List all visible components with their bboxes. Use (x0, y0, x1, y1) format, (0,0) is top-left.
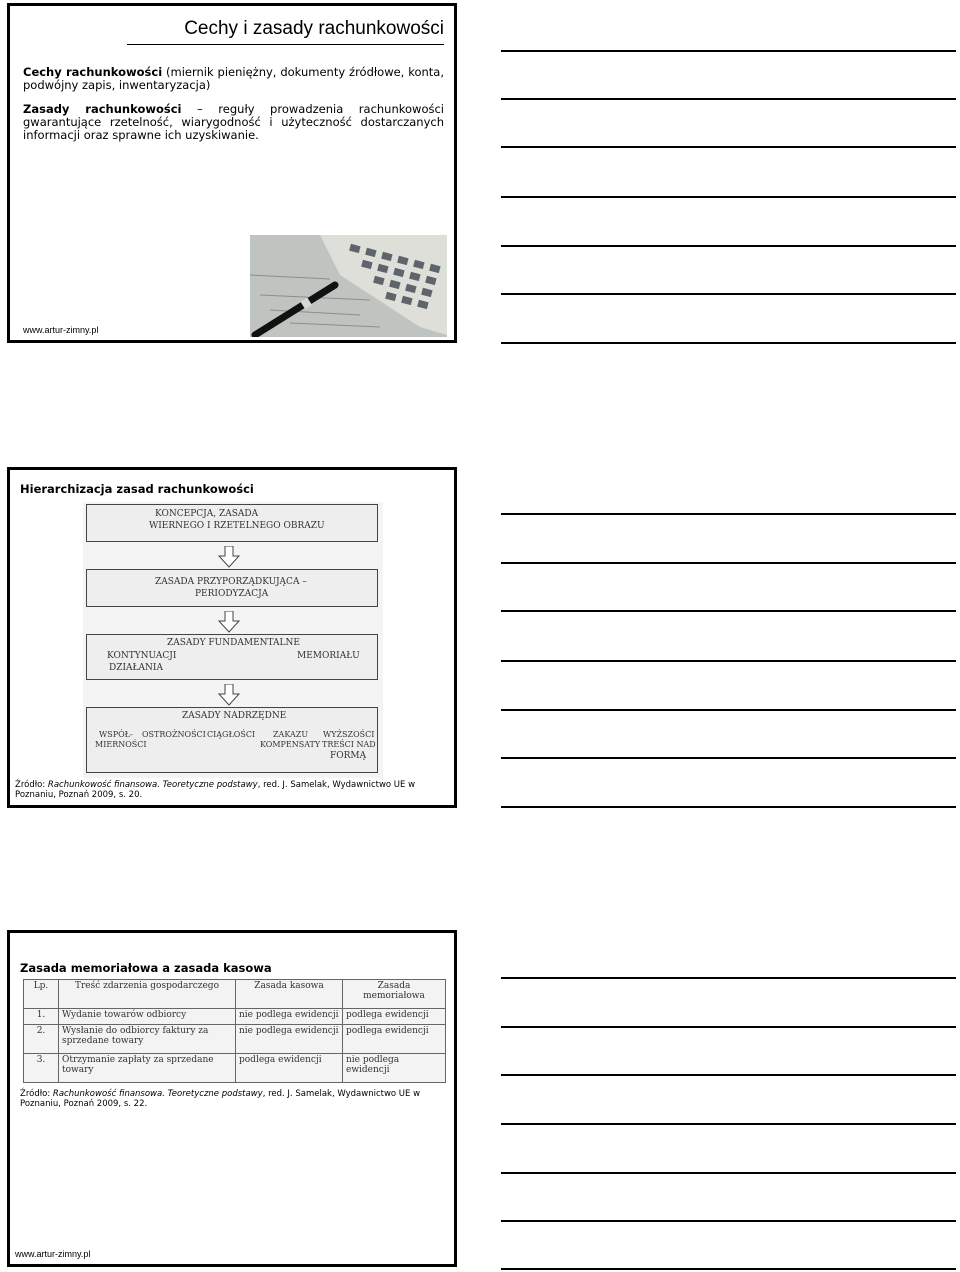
term-zasady: Zasady rachunkowości (23, 102, 182, 116)
hierarchy-diagram (83, 502, 383, 778)
cell-kasowa: nie podlega ewidencji (236, 1008, 343, 1024)
source-title: Rachunkowość finansowa. Teoretyczne podstawy (52, 1089, 263, 1099)
item-zakazu-2: KOMPENSATY (260, 740, 321, 749)
cell-kasowa: nie podlega ewidencji (236, 1025, 343, 1054)
box4-head: ZASADY NADRZĘDNE (182, 711, 287, 721)
paragraph-zasady (23, 103, 444, 142)
slide-title: Hierarchizacja zasad rachunkowości (20, 482, 254, 496)
table-row (24, 1008, 446, 1024)
col-header-memorialowa: Zasada memoriałowa (343, 980, 446, 1009)
zasady-text: – reguły prowadzenia rachunkowości gwarantujące rzetelność, wiarygodność i użyteczność dostarczanych informacji oraz sprawne ich uzyskiwanie. (23, 102, 444, 142)
cell-kasowa: podlega ewidencji (236, 1054, 343, 1083)
cechy-text: (miernik pieniężny, dokumenty źródłowe, konta, podwójny zapis, inwentaryzacja) (23, 65, 444, 92)
source-details: , red. J. Samelak, Wydawnictwo UE w Poznaniu, Poznań 2009, s. 22. (20, 1089, 421, 1109)
item-wyzszosci-3: FORMĄ (330, 751, 367, 761)
source-note (15, 780, 446, 800)
arrow-down-icon (218, 611, 240, 633)
cell-memorialowa: nie podlega ewidencji (343, 1054, 446, 1083)
table-row (24, 1025, 446, 1054)
arrow-down-icon (218, 546, 240, 568)
item-wspolmiernosci-1: WSPÓŁ- (99, 730, 133, 739)
box1-line2: WIERNEGO I RZETELNEGO OBRAZU (149, 521, 325, 531)
box3-right: MEMORIAŁU (297, 651, 360, 661)
box-fundamentalne (86, 634, 378, 680)
slide-title: Zasada memoriałowa a zasada kasowa (20, 961, 272, 975)
cell-memorialowa: podlega ewidencji (343, 1008, 446, 1024)
source-title: Rachunkowość finansowa. Teoretyczne podstawy (47, 780, 258, 790)
item-wspolmiernosci-2: MIERNOŚCI (95, 740, 147, 749)
source-prefix: Źródło: (20, 1089, 53, 1099)
item-zakazu-1: ZAKAZU (273, 730, 309, 739)
cell-memorialowa: podlega ewidencji (343, 1025, 446, 1054)
col-header-lp: Lp. (24, 980, 59, 1009)
cell-tresc: Wysłanie do odbiorcy faktury za sprzedane towary (59, 1025, 236, 1054)
cell-tresc: Otrzymanie zapłaty za sprzedane towary (59, 1054, 236, 1083)
source-details: , red. J. Samelak, Wydawnictwo UE w Poznaniu, Poznań 2009, s. 20. (15, 780, 416, 800)
table-header-row (24, 980, 446, 1009)
box3-left-1: KONTYNUACJI (107, 651, 177, 661)
box-nadrzedne (86, 707, 378, 773)
item-ciaglosci: CIĄGŁOŚCI (207, 730, 256, 739)
col-header-tresc: Treść zdarzenia gospodarczego (59, 980, 236, 1009)
slide-2 (7, 467, 457, 808)
title-rule (127, 44, 444, 45)
arrow-down-icon (218, 684, 240, 706)
slide-url: www.artur-zimny.pl (23, 325, 99, 335)
box-periodyzacja (86, 569, 378, 607)
paragraph-cechy (23, 66, 444, 92)
table-row (24, 1054, 446, 1083)
box2-line2: PERIODYZACJA (195, 589, 269, 599)
cell-lp: 2. (24, 1025, 59, 1054)
cell-lp: 1. (24, 1008, 59, 1024)
term-cechy: Cechy rachunkowości (23, 65, 163, 79)
footer-url: www.artur-zimny.pl (15, 1249, 91, 1259)
slide-1 (7, 3, 457, 343)
col-header-kasowa: Zasada kasowa (236, 980, 343, 1009)
box3-left-2: DZIAŁANIA (109, 663, 163, 673)
comparison-table (23, 979, 446, 1083)
item-ostroznosci: OSTROŻNOŚCI (142, 730, 206, 739)
slide-3 (7, 930, 457, 1267)
item-wyzszosci-2: TREŚCI NAD (322, 740, 376, 749)
cell-lp: 3. (24, 1054, 59, 1083)
item-wyzszosci-1: WYŻSZOŚCI (323, 730, 375, 739)
slide-title: Cechy i zasady rachunkowości (184, 18, 444, 39)
box2-line1: ZASADA PRZYPORZĄDKUJĄCA – (155, 577, 307, 587)
source-note (20, 1089, 446, 1109)
cell-tresc: Wydanie towarów odbiorcy (59, 1008, 236, 1024)
calculator-pen-photo (250, 235, 447, 337)
box-koncepcja (86, 504, 378, 542)
box1-line1: KONCEPCJA, ZASADA (155, 509, 259, 519)
box3-head: ZASADY FUNDAMENTALNE (167, 638, 300, 648)
source-prefix: Źródło: (15, 780, 48, 790)
